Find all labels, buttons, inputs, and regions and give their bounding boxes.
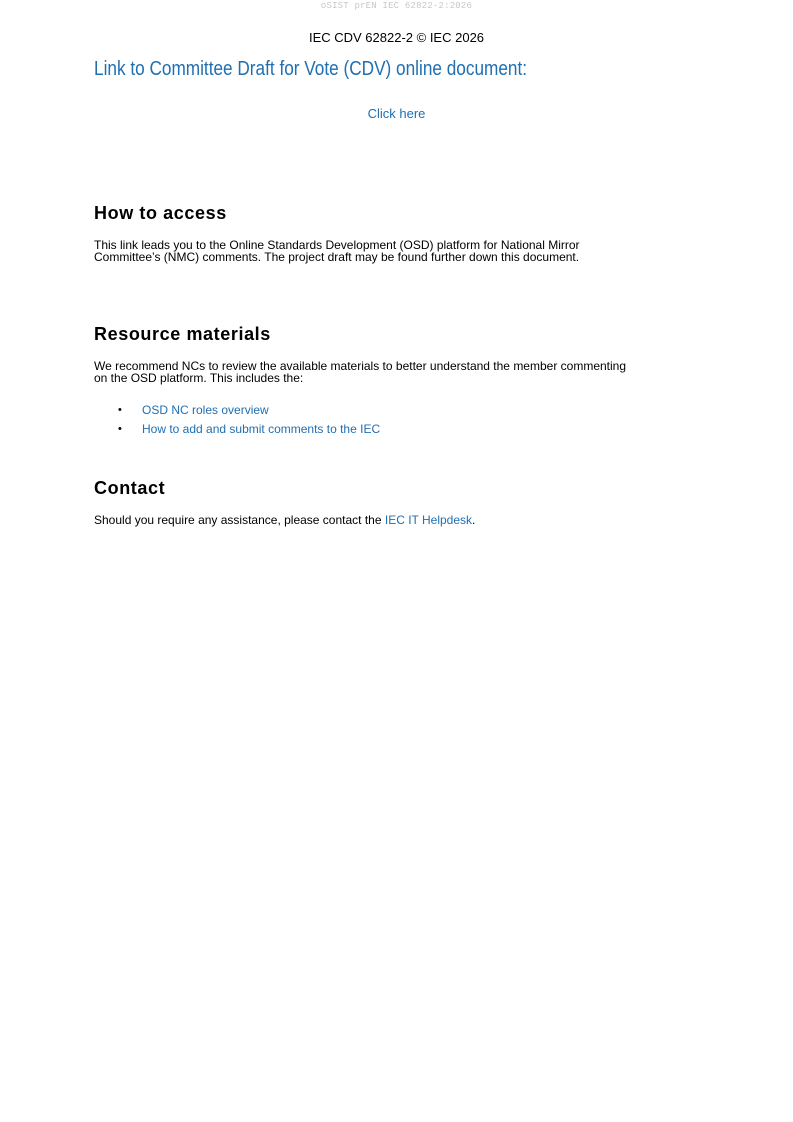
resource-materials-line-1: We recommend NCs to review the available materials to better understand the member commenting xyxy=(94,359,627,373)
running-header: IEC CDV 62822-2 © IEC 2026 xyxy=(308,30,485,45)
list-item xyxy=(94,421,380,440)
bullet-icon: • xyxy=(118,404,122,416)
list-item xyxy=(94,402,380,421)
resource-materials-text xyxy=(94,360,714,384)
how-to-access-line-1: This link leads you to the Online Standards Development (OSD) platform for National Mirror xyxy=(94,238,580,252)
click-here-link[interactable]: Click here xyxy=(367,106,426,121)
contact-text xyxy=(94,514,714,526)
contact-text-before: Should you require any assistance, please contact the xyxy=(94,513,385,527)
resource-materials-heading: Resource materials xyxy=(94,324,271,344)
how-to-access-line-2: Committee’s (NMC) comments. The project draft may be found further down this document. xyxy=(94,250,580,264)
add-submit-comments-link[interactable]: How to add and submit comments to the IEC xyxy=(142,422,381,436)
contact-text-after: . xyxy=(472,513,476,527)
document-watermark: oSIST prEN IEC 62822-2:2026 xyxy=(320,1,473,11)
iec-it-helpdesk-link[interactable]: IEC IT Helpdesk xyxy=(384,513,473,527)
contact-heading: Contact xyxy=(94,478,166,498)
how-to-access-text xyxy=(94,239,714,263)
osd-nc-roles-overview-link[interactable]: OSD NC roles overview xyxy=(142,403,269,417)
resource-list xyxy=(94,402,380,440)
resource-materials-line-2: on the OSD platform. This includes the: xyxy=(94,371,304,385)
how-to-access-heading: How to access xyxy=(94,203,227,223)
cdv-link-title: Link to Committee Draft for Vote (CDV) online document: xyxy=(94,58,528,80)
bullet-icon: • xyxy=(118,423,122,435)
